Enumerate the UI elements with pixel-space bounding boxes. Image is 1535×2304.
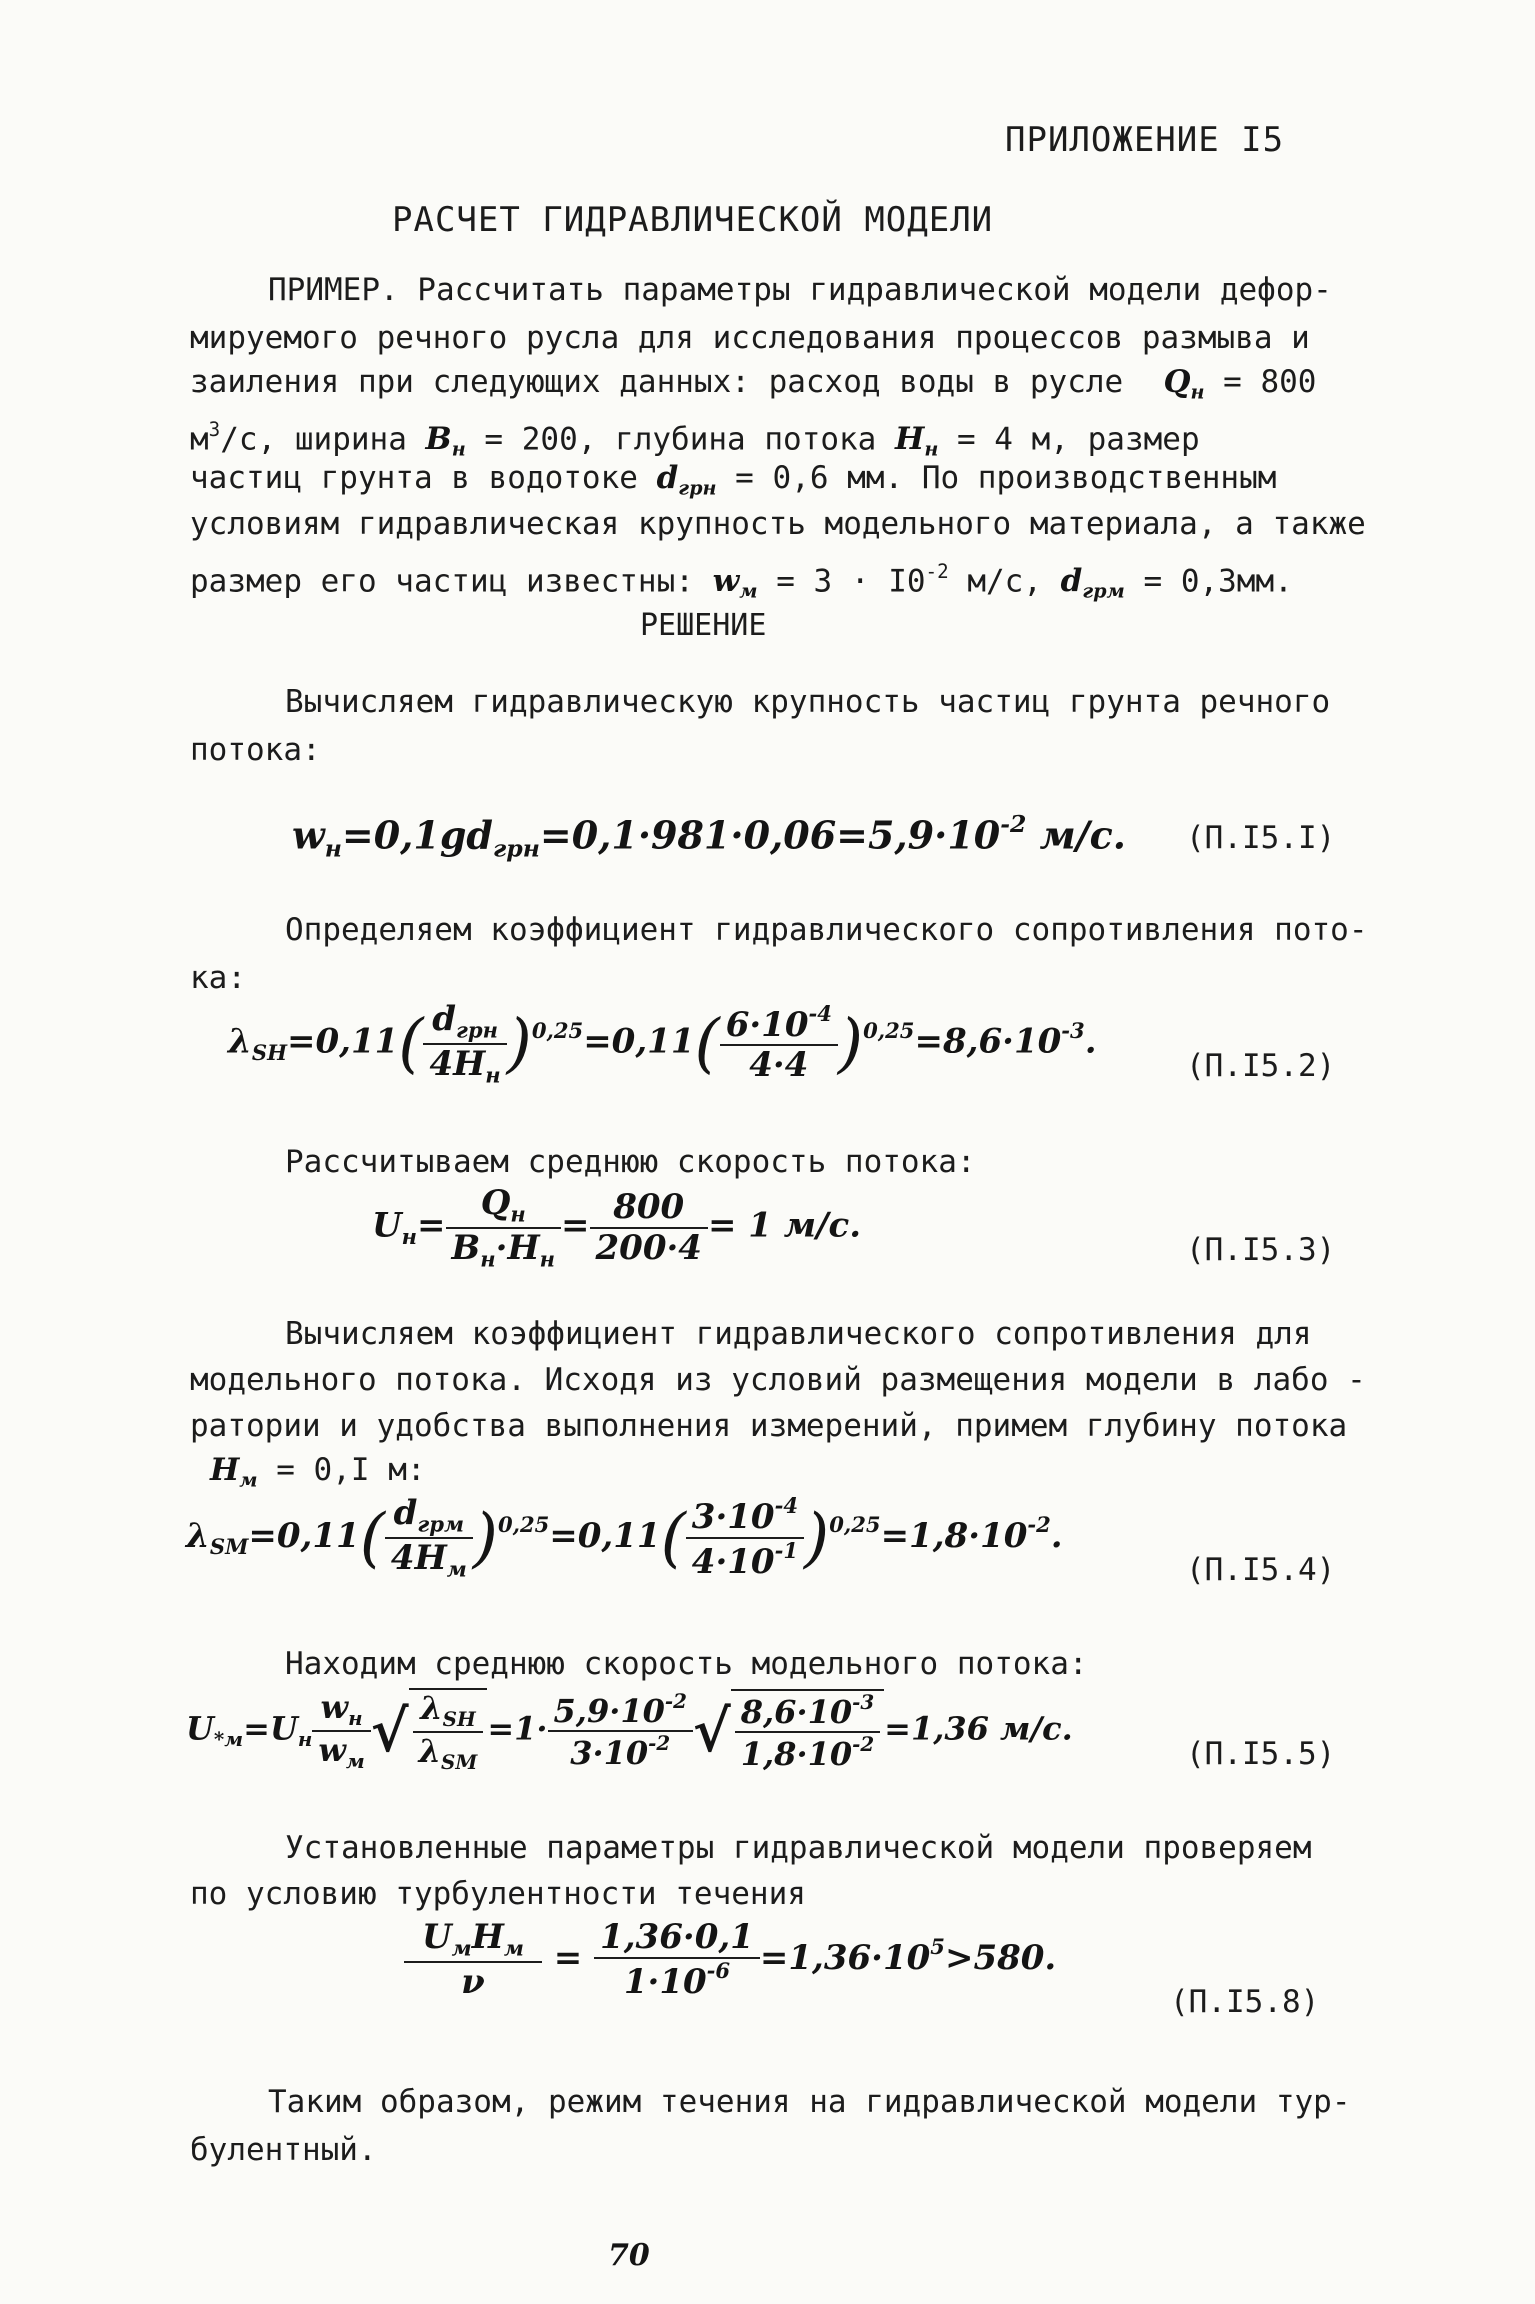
eq3-eq1: =	[417, 1205, 446, 1246]
unit-m: м	[190, 421, 209, 458]
eq3-num1: Q	[480, 1183, 511, 1223]
eq5-rd2: 1,8·10	[740, 1734, 853, 1773]
problem-line-4-text-c: = 4 м, размер	[938, 421, 1200, 458]
problem-line-1: ПРИМЕР. Рассчитать параметры гидравлической модели дефор-	[268, 272, 1332, 308]
eq3-num2: 800	[590, 1188, 708, 1229]
symbol-d2-sub: грм	[1082, 580, 1125, 604]
eq3-fraction-2	[590, 1188, 708, 1268]
symbol-q: Q	[1163, 364, 1191, 400]
eq6-num1-sub2: м	[503, 1935, 524, 1961]
equation-6	[404, 1918, 1056, 2002]
equation-6-number: (П.I5.8)	[1170, 1984, 1320, 2020]
eq5-fraction-2	[548, 1690, 693, 1771]
problem-line-4-text-a: /с, ширина	[220, 421, 426, 458]
problem-line-6: условиям гидравлическая крупность модельного материала, а также	[190, 506, 1366, 542]
eq1-mid: =0,1gd	[341, 812, 493, 858]
eq5-u-sub: *м	[213, 1727, 244, 1752]
symbol-d-grn	[656, 460, 717, 500]
symbol-d-grm	[1060, 563, 1125, 604]
eq6-den2: 1·10	[623, 1961, 707, 2002]
problem-line-2: мируемого речного русла для исследования процессов размыва и	[190, 320, 1310, 356]
equation-2	[228, 1000, 1097, 1087]
eq2-den1: 4H	[429, 1043, 486, 1084]
eq2-coef2: =0,11	[583, 1021, 695, 1062]
eq6-fraction-1	[404, 1918, 542, 2002]
step4-line-3: ратории и удобства выполнения измерений, примем глубину потока	[190, 1408, 1348, 1444]
eq5-rd2-sup: -2	[852, 1731, 875, 1756]
symbol-h-n	[895, 421, 939, 462]
eq1-w-sub: н	[324, 834, 342, 863]
eq5-rn2: 8,6·10	[740, 1692, 853, 1731]
eq4-result-sup: -2	[1027, 1512, 1051, 1538]
eq5-n2-sup: -2	[664, 1689, 687, 1714]
eq2-result-sup: -3	[1061, 1017, 1085, 1043]
unit-exp: 3	[208, 418, 221, 441]
eq4-den2: 4·10	[691, 1541, 775, 1582]
equation-1-number: (П.I5.I)	[1186, 820, 1336, 856]
eq2-fraction-1	[423, 1000, 506, 1087]
eq5-sqrt-1	[409, 1688, 488, 1774]
appendix-label: ПРИЛОЖЕНИЕ I5	[1005, 120, 1285, 160]
problem-line-7-text-b: = 3 · I0	[757, 563, 926, 600]
symbol-b-n	[425, 421, 466, 462]
eq4-num2: 3·10	[691, 1496, 775, 1537]
eq6-den2-sup: -6	[706, 1958, 731, 1984]
eq6-num1: U	[422, 1917, 452, 1958]
symbol-q-n	[1142, 364, 1205, 404]
eq5-rn2-sup: -3	[852, 1690, 875, 1715]
eq4-num2-sup: -4	[774, 1493, 799, 1518]
step2-line-2: ка:	[190, 960, 246, 996]
paren-open-2: (	[694, 1006, 720, 1082]
step4-line-2: модельного потока. Исходя из условий размещения модели в лабо -	[190, 1362, 1366, 1398]
eq4-fraction-1	[385, 1494, 473, 1581]
eq3-den1-sub2: н	[539, 1245, 555, 1271]
eq5-sqrt-2	[731, 1689, 884, 1772]
conclusion-line-1: Таким образом, режим течения на гидравлической модели тур-	[268, 2084, 1351, 2120]
paren-open-3: (	[359, 1500, 385, 1576]
problem-line-3-text: заиления при следующих данных: расход воды в русле	[190, 364, 1124, 400]
page-number: 70	[608, 2238, 650, 2273]
symbol-b: B	[425, 421, 452, 458]
step6-line-2: по условию турбулентности течения	[190, 1876, 806, 1912]
eq5-result: =1,36 м/с.	[884, 1709, 1073, 1748]
eq4-lambda-sub: SМ	[209, 1534, 249, 1560]
eq3-den1: B	[451, 1227, 481, 1268]
eq4-end: .	[1050, 1515, 1063, 1556]
eq1-exp: -2	[1000, 810, 1027, 838]
problem-line-7-text-c: м/с,	[948, 563, 1061, 600]
equation-5-number: (П.I5.5)	[1186, 1736, 1336, 1772]
eq2-pow: 0,25	[531, 1017, 584, 1043]
eq4-result: =1,8·10	[880, 1515, 1028, 1556]
eq5-d2: 3·10	[570, 1733, 649, 1772]
eq1-w: w	[292, 812, 325, 858]
eq6-fraction-2	[594, 1918, 760, 2002]
problem-line-7-text-d: = 0,3мм.	[1124, 563, 1293, 600]
symbol-q-sub: н	[1190, 380, 1205, 404]
paren-open-4: (	[660, 1500, 686, 1576]
paren-close: )	[506, 1006, 532, 1082]
symbol-w-m	[712, 563, 758, 604]
eq3-den2: 200·4	[595, 1227, 702, 1268]
eq6-result: =1,36·10	[759, 1937, 931, 1978]
eq6-result-sup: 5	[930, 1934, 945, 1960]
eq4-coef2: =0,11	[549, 1515, 661, 1556]
eq2-den2: 4·4	[749, 1045, 809, 1086]
eq4-den2-sup: -1	[774, 1537, 799, 1563]
eq5-rd: λ	[418, 1731, 442, 1770]
step5-line-1: Находим среднюю скорость модельного потока:	[285, 1646, 1088, 1682]
eq2-result: =8,6·10	[914, 1021, 1062, 1062]
conclusion-line-2: булентный.	[190, 2132, 377, 2168]
eq5-one: =1·	[487, 1709, 548, 1748]
eq2-num2: 6·10	[725, 1004, 809, 1045]
step2-line-1: Определяем коэффициент гидравлического сопротивления пото-	[285, 912, 1368, 948]
sqrt-sign-2: √	[692, 1696, 731, 1765]
step6-line-1: Установленные параметры гидравлической модели проверяем	[285, 1830, 1312, 1866]
eq5-u2: =U	[243, 1709, 298, 1748]
eq6-num1-sub: м	[451, 1935, 472, 1961]
eq4-num1: d	[393, 1493, 418, 1534]
problem-line-7-text-a: размер его частиц известны:	[190, 563, 713, 600]
eq1-unit: м/с.	[1026, 812, 1126, 858]
equation-4-number: (П.I5.4)	[1186, 1552, 1336, 1588]
eq4-lambda: λ	[186, 1515, 210, 1556]
eq3-eq2: =	[561, 1205, 590, 1246]
equation-5	[186, 1688, 1073, 1774]
eq3-fraction-1	[446, 1184, 561, 1271]
problem-line-3	[190, 360, 1316, 415]
symbol-b-sub: н	[451, 438, 466, 462]
eq2-num1-sub: грн	[455, 1017, 498, 1043]
eq2-den1-sub: н	[485, 1061, 501, 1087]
eq2-lambda-sub: SН	[251, 1039, 287, 1065]
eq6-den1: ν	[461, 1961, 485, 2002]
step1-line-2: потока:	[190, 732, 321, 768]
eq5-rn-sub: SН	[442, 1706, 476, 1731]
eq4-coef: =0,11	[248, 1515, 360, 1556]
equation-2-number: (П.I5.2)	[1186, 1048, 1336, 1084]
exponent: -2	[925, 560, 949, 583]
eq6-num1-b: H	[471, 1917, 504, 1958]
paren-close-3: )	[472, 1500, 498, 1576]
eq5-u: U	[186, 1709, 214, 1748]
symbol-h-sub: н	[924, 438, 939, 462]
eq1-d-sub: грн	[492, 834, 540, 863]
step4-line-1: Вычисляем коэффициент гидравлического сопротивления для	[285, 1316, 1312, 1352]
eq5-fd-sub: м	[345, 1748, 365, 1773]
eq5-fd: w	[318, 1730, 346, 1769]
symbol-w: w	[712, 563, 740, 600]
eq3-den1-b: ·H	[495, 1227, 540, 1268]
eq2-end: .	[1084, 1021, 1097, 1062]
symbol-h: H	[895, 421, 925, 458]
paren-close-4: )	[804, 1500, 830, 1576]
eq5-fraction-w	[312, 1689, 370, 1773]
sqrt-sign-1: √	[370, 1696, 409, 1765]
eq2-lambda: λ	[228, 1021, 252, 1062]
step1-line-1: Вычисляем гидравлическую крупность частиц грунта речного	[285, 684, 1331, 720]
eq1-rest: =0,1·981·0,06=5,9·10	[539, 812, 1001, 858]
eq2-coef: =0,11	[286, 1021, 399, 1062]
eq5-rd-sub: SМ	[441, 1749, 478, 1774]
problem-line-5-text-a: частиц грунта в водотоке	[190, 460, 657, 496]
eq5-rn: λ	[420, 1689, 443, 1727]
symbol-h-m-sub: м	[239, 1468, 258, 1492]
eq4-num1-sub: грм	[417, 1511, 465, 1537]
equation-3-number: (П.I5.3)	[1186, 1232, 1336, 1268]
step3-line-1: Рассчитываем среднюю скорость потока:	[285, 1144, 976, 1180]
problem-line-3-value: = 800	[1204, 364, 1317, 400]
symbol-d: d	[656, 460, 679, 496]
eq2-num1: d	[432, 999, 456, 1039]
eq5-fn: w	[320, 1688, 349, 1726]
problem-line-4-text-b: = 200, глубина потока	[465, 421, 896, 458]
eq5-d2-sup: -2	[648, 1730, 671, 1755]
eq6-result-b: >580.	[944, 1937, 1057, 1978]
eq6-eq1: =	[541, 1937, 595, 1978]
symbol-d2: d	[1060, 563, 1083, 600]
paren-close-2: )	[837, 1006, 864, 1082]
equation-4	[186, 1494, 1063, 1582]
eq6-num2: 1,36·0,1	[594, 1918, 760, 1959]
equation-3	[372, 1184, 861, 1271]
eq4-den1: 4H	[390, 1537, 447, 1578]
eq3-num1-sub: н	[510, 1201, 526, 1227]
eq4-fraction-2	[686, 1494, 804, 1582]
symbol-d-sub: грн	[678, 476, 717, 500]
solution-heading: РЕШЕНИЕ	[640, 608, 767, 643]
eq5-u2-sub: н	[297, 1727, 313, 1752]
eq3-u-sub: н	[401, 1223, 418, 1249]
eq3-result: = 1 м/с.	[707, 1205, 862, 1246]
eq4-den1-sub: м	[446, 1556, 467, 1582]
problem-line-5-text-b: = 0,6 мм. По производственным	[716, 460, 1277, 496]
page-title: РАСЧЕТ ГИДРАВЛИЧЕСКОЙ МОДЕЛИ	[392, 200, 994, 240]
eq4-pow2: 0,25	[829, 1512, 881, 1538]
equation-1	[292, 810, 1126, 863]
eq2-num2-sup: -4	[808, 1000, 832, 1026]
eq3-u: U	[372, 1205, 402, 1246]
symbol-h-m-letter: H	[210, 1452, 240, 1488]
paren-open: (	[398, 1006, 424, 1082]
eq3-den1-sub: н	[480, 1245, 496, 1271]
eq5-n2: 5,9·10	[553, 1691, 665, 1730]
step4-line-4-text: = 0,I м:	[257, 1452, 426, 1488]
eq4-pow: 0,25	[497, 1512, 550, 1538]
eq5-fn-sub: н	[348, 1705, 363, 1730]
eq2-fraction-2	[720, 1002, 838, 1086]
eq2-pow2: 0,25	[863, 1017, 915, 1043]
symbol-w-sub: м	[739, 580, 758, 604]
symbol-h-m	[210, 1452, 258, 1492]
